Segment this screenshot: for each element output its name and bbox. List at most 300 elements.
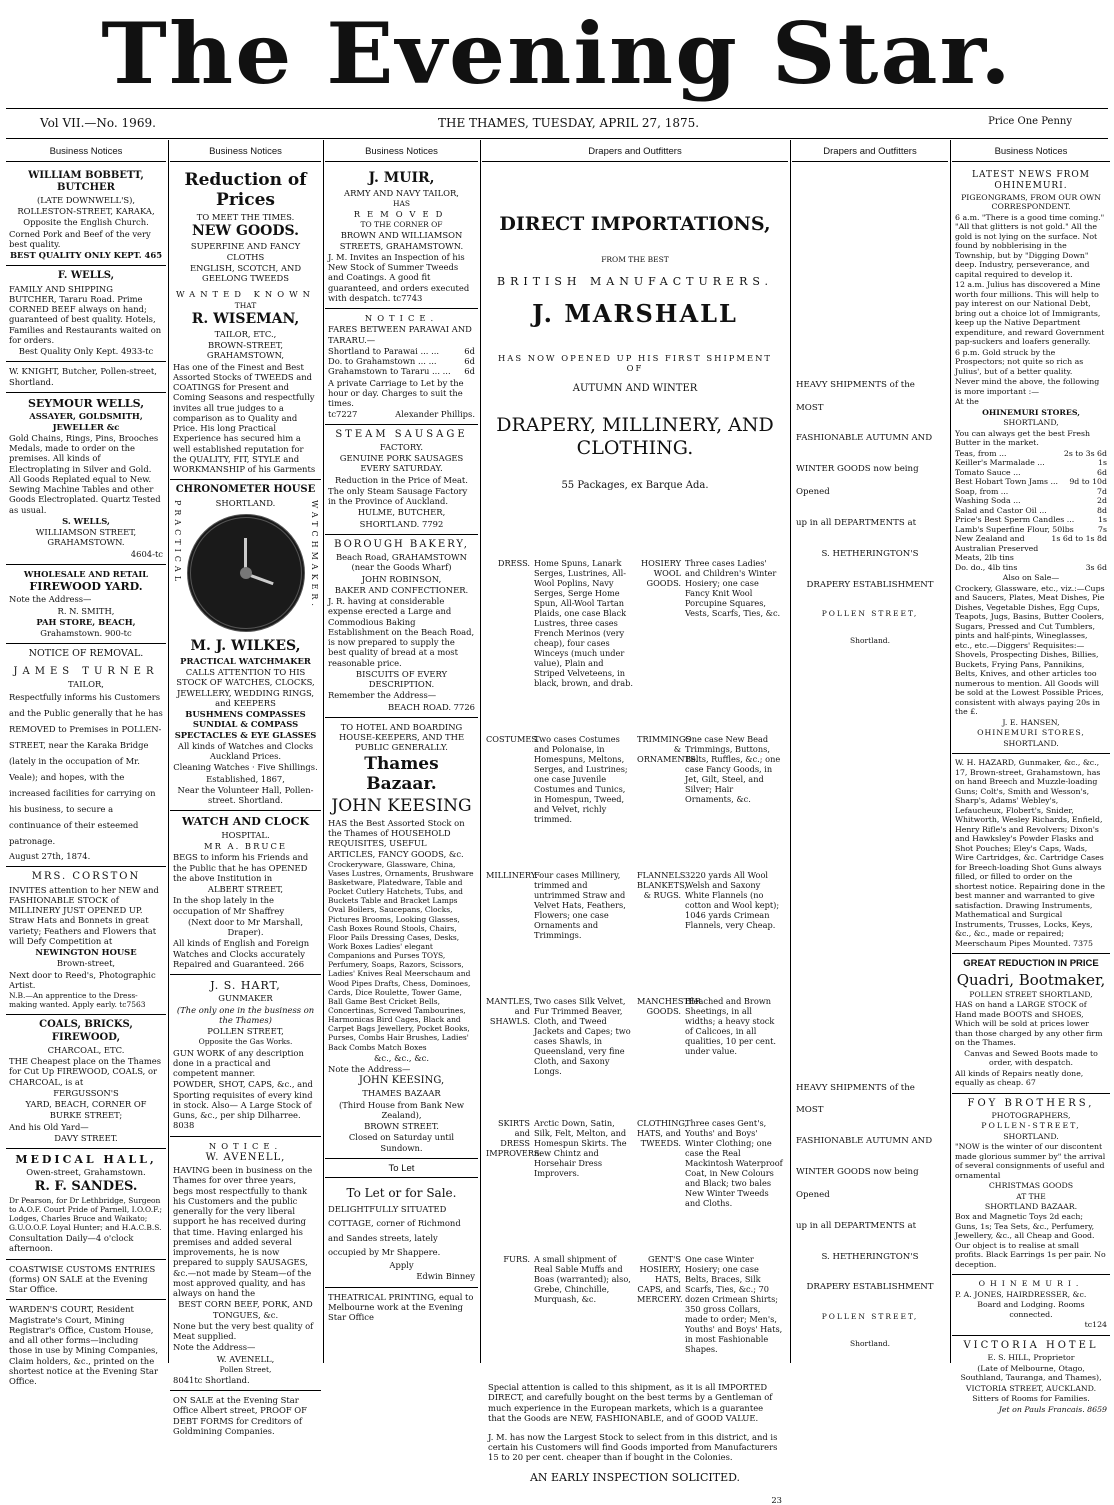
advert-body: DELIGHTFULLY SITUATED COTTAGE, corner of Richmond and Sandes streets, lately occupied by Mr Shappere. <box>328 1204 461 1257</box>
advert-footer: BEST QUALITY ONLY KEPT. 465 <box>9 250 163 261</box>
dateline <box>6 114 1108 134</box>
advert-hetherington-2 <box>792 658 948 1353</box>
fare-row <box>328 356 475 366</box>
advert-body: 6 p.m. Gold struck by the Prospectors; not quite so rich as Julius', but of a better quality. <box>955 347 1084 376</box>
advert-title: J. MUIR, <box>368 169 435 186</box>
advert-line: WILLIAMSON STREET, GRAHAMSTOWN. <box>35 527 137 548</box>
fare-row <box>328 346 475 356</box>
price-row <box>955 458 1107 468</box>
goods-row <box>482 1112 788 1214</box>
goods-category: SKIRTS and DRESS IMPROVERS. <box>486 1117 542 1158</box>
column-3 <box>325 142 478 1363</box>
advert-bobbett <box>6 166 166 267</box>
advert-line: R. N. SMITH, <box>57 605 115 616</box>
advert-line: J. E. HANSEN, <box>1002 717 1060 727</box>
advert-line: TAILOR, <box>68 679 104 690</box>
advert-line: POLLEN STREET, <box>207 1026 284 1037</box>
advert-line: SHORTLAND. <box>1003 738 1059 748</box>
price-value: 8d <box>1097 505 1107 515</box>
advert-line: BAKER AND CONFECTIONER. <box>334 584 469 595</box>
dateline-rule <box>6 138 1108 139</box>
advert-line: YARD, BEACH, CORNER OF <box>25 1099 147 1109</box>
advert-line: Grahamstown. 900-tc <box>40 628 132 639</box>
advert-body: 12 a.m. Julius has discovered a Mine worth four millions. This will help to pay interest on our National Debt, bring out a choice lot of Immigrants, keep up the Native Department expenditure, and reward Government pap-suckers and loafers generally. <box>955 280 1105 347</box>
price-value: 7s <box>1098 524 1107 534</box>
advert-wells-butcher <box>6 266 166 362</box>
advert-line: Pollen Street, <box>219 1364 272 1374</box>
price-item: Keiller's Marmalade ... <box>955 458 1045 468</box>
advert-line: WHOLESALE AND RETAIL <box>23 568 149 579</box>
price-row <box>955 477 1107 487</box>
advert-medical-hall <box>6 1149 166 1260</box>
advert-line: &c., &c., &c. <box>373 1052 430 1063</box>
price-row <box>955 515 1107 525</box>
price-row <box>955 487 1107 497</box>
advert-body: Gold Chains, Rings, Pins, Brooches Medals, made to order on the premises. All kinds of Electroplating in Silver and Gold. All Goods Replated equal to New. Sewing Machine Tables and other Goods Electroplated. Quartz Tested as usual. <box>9 432 161 515</box>
advert-line: S. WELLS, <box>62 515 110 526</box>
advert-title: LATEST NEWS FROM OHINEMURI. <box>972 169 1090 191</box>
advert-line: SHORTLAND. <box>215 497 276 508</box>
column-4 <box>482 142 788 1505</box>
price-row <box>955 534 1107 563</box>
advert-fares <box>325 309 478 425</box>
advert-title: MEDICAL HALL, <box>15 1153 157 1166</box>
fare-row <box>328 366 475 376</box>
advert-body: HAS on hand a LARGE STOCK of Hand made BOOTS and SHOES, Which will be sold at prices lower than those charged by any other firm on the Thames. <box>955 1000 1103 1048</box>
price-value: 1s 6d to 1s 8d <box>1051 534 1107 544</box>
advert-body: "NOW is the winter of our discontent made glorious summer by" the arrival of several consignments of useful and ornamental <box>955 1142 1106 1180</box>
column-heading: Drapers and Outfitters <box>792 142 948 162</box>
goods-category: MANCHESTER GOODS. <box>637 995 702 1016</box>
advert-body: COASTWISE CUSTOMS ENTRIES (forms) ON SALE at the Evening Star Office. <box>9 1263 156 1295</box>
newspaper-title: The Evening Star. <box>101 4 1013 103</box>
fare-route: Grahamstown to Tararu ... ... <box>328 366 451 377</box>
advert-firewood-yard <box>6 565 166 645</box>
column-heading: Business Notices <box>952 142 1110 162</box>
advert-line: OHINEMURI STORES, <box>982 407 1080 417</box>
advert-coastwise <box>6 1260 166 1301</box>
advert-line: Also on Sale— <box>1002 573 1060 583</box>
advert-line: Canvas and Sewed Boots made to order, with despatch. <box>964 1048 1098 1068</box>
goods-description: Two cases Silk Velvet, Fur Trimmed Beaver, Cloth, and Tweed Jackets and Capes; two cases Shawls, in Queensland, very fine Cloth, and Saxony Longs. <box>534 995 631 1076</box>
advert-body: GENUINE PORK SAUSAGES EVERY SATURDAY. <box>339 453 464 474</box>
advert-line: REMOVED <box>353 209 450 220</box>
price-item: Teas, from ... <box>955 448 1007 458</box>
masthead-rule <box>6 108 1108 109</box>
advert-marshall <box>482 166 788 492</box>
advert-body: Corned Pork and Beef of the very best quality. <box>9 228 151 249</box>
advert-line: Note the Address— <box>9 594 92 605</box>
advert-line: Established, 1867, <box>206 773 285 784</box>
advert-line: Remember the Address— <box>328 690 437 701</box>
goods-row <box>482 990 788 1082</box>
advert-line: PRACTICAL WATCHMAKER <box>180 655 311 666</box>
advert-line: POLLEN-STREET, <box>981 1121 1081 1131</box>
advert-side-text: WATCHMAKER. <box>310 500 319 611</box>
advert-line: Next door to Reed's, Photographic Artist. <box>9 969 156 990</box>
advert-body: J. M. has now the Largest Stock to select from in this district, and is certain his Customers will find Goods imported from Manufacturers 15 to 20 per cent. cheaper than if bought in the Colonies. <box>488 1431 778 1463</box>
advert-line: CHRISTMAS GOODS <box>988 1181 1074 1191</box>
advert-line: GUNMAKER <box>218 993 273 1004</box>
advert-line: ASSAYER, GOLDSMITH, JEWELLER &c <box>29 411 143 432</box>
advert-line: Never mind the above, the following is more important :— <box>955 377 1100 396</box>
advert-line: Quadri, Bootmaker, <box>956 970 1106 989</box>
advert-title: Reduction of Prices <box>184 169 307 211</box>
advert-line: WANTED KNOWN <box>175 289 316 300</box>
advert-line: (Third House from Bank New Zealand), <box>338 1099 465 1120</box>
advert-hazard <box>952 754 1110 954</box>
advert-title: SEYMOUR WELLS, <box>27 396 145 410</box>
goods-row <box>482 728 788 830</box>
advert-line: PAH STORE, BEACH, <box>36 616 136 627</box>
goods-description: One case New Bead Trimmings, Buttons, Belts, Ruffles, &c.; one case Fancy Goods, in Jet, Gilt, Steel, and Silver; Hair Ornaments, &c. <box>685 733 781 804</box>
column-2 <box>170 142 321 1436</box>
advert-line: Sitters of Rooms for Families. <box>972 1394 1090 1404</box>
advert-line: FERGUSSON'S <box>53 1087 119 1098</box>
advert-line: ENGLISH, SCOTCH, AND GEELONG TWEEDS <box>189 262 302 284</box>
advert-line: All kinds of Repairs neatly done, equally as cheap. 67 <box>955 1068 1084 1088</box>
advert-wilkes <box>170 480 321 811</box>
advert-line: FASHIONABLE AUTUMN AND <box>796 1136 933 1147</box>
advert-line: (Next door to Mr Marshall, Draper). <box>187 916 303 938</box>
advert-line: (The only one in the business on the Thames) <box>176 1004 315 1025</box>
advert-body: FAMILY AND SHIPPING BUTCHER, Tararu Road. Prime CORNED BEEF always on hand; guaranteed of best quality. Hotels, Families and Restaurants waited on for orders. <box>9 283 162 345</box>
goods-row <box>482 864 788 956</box>
advert-body: Crockery, Glassware, etc., viz.:—Cups and Saucers, Plates, Meat Dishes, Pie Dishes, Vegetable Dishes, Egg Cups, Teapots, Jugs, Basins, Butter Coolers, Sugars, Pressed and Cut Tumblers, pints and half-pints, Wineglasses, etc., etc.—Diggers' Requisites:—Shovels, Prospecting Dishes, Billies, Buckets, Frying Pans, Pannikins, Belts, Knives, and other articles too numerous to mention. All Goods will be sold at the Lowest Possible Prices, consistent with always paying 20s in the £. <box>955 583 1105 717</box>
advert-line: Shortland. <box>850 1339 890 1349</box>
advert-line: You can always get the best Fresh Butter in the market. <box>955 428 1090 448</box>
price-value: 7d <box>1097 486 1107 496</box>
goods-list <box>482 552 788 1360</box>
advert-body: Dr Pearson, for Dr Lethbridge, Surgeon to A.O.F. Court Pride of Parnell, I.O.O.F.; Lodges, Charles Bruce and Waikato; G.U.O.O.F. Loyal Hunter; and H.A.C.B.S. <box>9 1195 163 1232</box>
price-row <box>955 563 1107 573</box>
advert-body: HAVING been in business on the Thames for over three years, begs most respectfully to thank his Customers and the public generally for the very liberal support he has received during that time. Having enlarged his premises and added several improvements, he is now prepared to supply SAUSAGES, &c.—not made by Steam—of the most approved quality, and has always on hand the <box>173 1165 313 1298</box>
advert-steam-sausage <box>325 425 478 535</box>
advert-line: Shortland. <box>850 636 890 646</box>
advert-line: W. AVENELL, <box>216 1353 275 1364</box>
goods-category: MILLINERY. <box>486 869 538 880</box>
advert-line: JOHN KEESING <box>331 796 472 817</box>
column-heading: Drapers and Outfitters <box>482 142 788 162</box>
fare-price: 6d <box>464 345 475 356</box>
advert-line: SHORTLAND BAZAAR. <box>984 1201 1078 1211</box>
advert-line: PIGEONGRAMS, FROM OUR OWN CORRESPONDENT. <box>961 192 1101 212</box>
advert-title: NOTICE. <box>208 1140 283 1151</box>
advert-body: GUN WORK of any description done in a practical and competent manner. <box>173 1047 304 1079</box>
advert-ref: tc7227 <box>328 409 358 420</box>
advert-line: All kinds of English and Foreign Watches and Clocks accurately Repaired and Guaranteed. 266 <box>173 938 310 969</box>
advert-date: August 27th, 1874. <box>9 851 91 862</box>
advert-title: To Let or for Sale. <box>346 1186 457 1201</box>
advert-line: SHORTLAND, <box>1003 418 1059 428</box>
advert-body: Has one of the Finest and Best Assorted Stocks of TWEEDS and COATINGS for Present and Coming Seasons and respectfully invites all true judges to a comparison as to Quality and Price. His long Practical Experience has secured him a well established reputation for the QUALITY, FIT, STYLE and WORKMANSHIP of his Garments <box>173 361 316 475</box>
advert-line: DRAPERY ESTABLISHMENT <box>806 1282 934 1293</box>
advert-body: W. H. HAZARD, Gunmaker, &c., &c., 17, Brown-street, Grahamstown, has on hand Breech and Muzzle-loading Guns; Colt's, Smith and Wesson's, Sharp's, Adams' Webley's, Lefaucheux, Flobert's, Snider, Whitworth, Wesley Richards, Enfield, Henry Rifle's and Revolvers; Dixon's and Hawksley's Powder Flasks and Shot Pouches; Eley's Caps, Wads, Wire Cartridges, &c. Cartridge Cases for Breech-loading Shot Guns always filled, or filled to order on the shortest notice. Repairing done in the best manner and warranted to give satisfaction. Drawing Instruments, Mathematical and Surgical Instruments, Trusses, Locks, Keys, &c., &c., made or repaired; Meerschaum Pipes Mounted. 7375 <box>955 758 1105 948</box>
advert-body: POWDER, SHOT, CAPS, &c., and Sporting requisites of every kind in stock. Also— A Large Stock of Guns, &c., per ship Dilharree. 8038 <box>173 1079 313 1131</box>
advert-line: HAS NOW OPENED UP HIS FIRST SHIPMENT OF <box>497 352 772 373</box>
advert-hetherington-1 <box>792 166 948 651</box>
advert-side-text: PRACTICAL <box>172 500 182 586</box>
advert-body: 6 a.m. "There is a good time coming." "All that glitters is not gold." All the gold is not lying on the surface. Not found by nobblerising in the Township, but by "Digging Down" deep. Industry, perseverance, and capital required to develop it. <box>955 212 1105 279</box>
fare-price: 6d <box>464 356 475 367</box>
advert-line: Note the Address— <box>173 1342 256 1353</box>
advert-line: HEAVY SHIPMENTS of the MOST <box>796 1083 915 1116</box>
advert-title: J. S. HART, <box>210 979 281 993</box>
advert-footer: Best Quality Only Kept. 4933-tc <box>18 346 154 357</box>
price-value: 9d to 10d <box>1069 477 1107 487</box>
advert-signoff <box>328 409 475 419</box>
advert-title: STEAM SAUSAGE <box>335 428 468 440</box>
advert-line: POLLEN STREET, <box>821 1312 919 1322</box>
advert-line: ROLLESTON-STREET, KARAKA, <box>17 206 155 217</box>
advert-line: S. HETHERINGTON'S <box>821 548 919 559</box>
column-heading: Business Notices <box>325 142 478 162</box>
advert-title: VICTORIA HOTEL <box>963 1339 1099 1351</box>
goods-category: FURS. <box>503 1253 530 1264</box>
advert-body: J. R. having at considerable expense erected a Large and Commodious Baking Establishment on the Beach Road, is now prepared to supply the best quality of bread at a most reasonable price. <box>328 596 475 668</box>
column-divider <box>480 140 481 1363</box>
advert-body: ON SALE at the Evening Star Office Albert street, PROOF OF DEBT FORMS for Creditors of Goldmining Companies. <box>173 1395 307 1436</box>
goods-description: One case Winter Hosiery; one case Belts, Braces, Silk Scarfs, Ties, &c.; 70 dozen Crimean Shirts; 350 gross Collars, made to order; Men's, Youths' and Boys' Hats, in most Fashionable Shapes. <box>685 1253 783 1354</box>
advert-title: GREAT REDUCTION IN PRICE <box>963 958 1099 970</box>
advert-line: HAS <box>392 198 411 208</box>
advert-knight <box>6 362 166 393</box>
advert-avenell <box>170 1137 321 1392</box>
advert-line: A private Carriage to Let by the hour or day. Charges to suit the times. <box>328 377 464 409</box>
advert-line: POLLEN STREET, <box>821 609 919 619</box>
advert-line: Near the Volunteer Hall, Pollen-street. Shortland. <box>177 784 314 806</box>
advert-line: 8041tc Shortland. <box>173 1374 250 1385</box>
advert-body: J. M. Invites an Inspection of his New Stock of Summer Tweeds and Coatings. A good fit guaranteed, and orders executed with despatch. tc7743 <box>328 251 470 303</box>
advert-line: BRITISH MANUFACTURERS. <box>497 274 773 288</box>
advert-ref: 4604-tc <box>130 548 163 559</box>
advert-line: BROWN AND WILLIAMSON STREETS, GRAHAMSTOWN. <box>339 230 464 251</box>
column-heading: Business Notices <box>170 142 321 162</box>
advert-line: Apply <box>389 1260 414 1271</box>
price-value: 1s <box>1098 515 1107 525</box>
price-value: 3s 6d <box>1085 562 1107 572</box>
masthead <box>0 0 1114 112</box>
advert-line: J. MARSHALL <box>532 299 738 329</box>
advert-list: Crockeryware, Glassware, China, Vases Lustres, Ornaments, Brushware Basketware, Platedware, Table and Pocket Cutlery Hatchets, Tubs, and Buckets Table and Bracket Lamps Oval Boilers, Saucepans, Clocks, Pictures Brooms, Looking Glasses, Cash Boxes Round Stools, Chairs, Floor Pails Dressing Cases, Desks, Work Boxes Ladies' elegant Companions and Purses TOYS, Perfumery, Soaps, Razors, Scissors, Ladies' Knives Real Meerschaum and Wood Pipes Drafts, Chess, Dominoes, Cards, Dice Roulette, Tower Game, Ball Game Best Cricket Bells, Concertinas, Screwed Tambourines, Harmonicas Bird Cages, Black and Carpet Bags Jewellery, Pocket Books, Purses, Combs Hair Brushes, Ladies' Back Combs Match Boxes <box>328 859 474 1052</box>
advert-line: M. J. WILKES, <box>190 637 301 654</box>
advert-seymour-wells <box>6 393 166 565</box>
advert-line: And his Old Yard— <box>9 1121 89 1132</box>
goods-description: A small shipment of Real Sable Muffs and Boas (warranted); also, Grebe, Chinchille, Murquash, &c. <box>534 1253 631 1304</box>
advert-title: WILLIAM BOBBETT, BUTCHER <box>28 169 144 193</box>
fare-route: Shortland to Parawai ... ... <box>328 345 440 356</box>
advert-line: TO HOTEL AND BOARDING HOUSE-KEEPERS, AND THE PUBLIC GENERALLY. <box>338 721 465 753</box>
goods-category: CLOTHING, HATS, and TWEEDS. <box>637 1117 688 1148</box>
goods-category: GENT'S HOSIERY, HATS, CAPS, and MERCERY. <box>637 1253 683 1304</box>
advert-body: CALLS ATTENTION TO HIS STOCK OF WATCHES, CLOCKS, JEWELLERY, WEDDING RINGS, and KEEPERS <box>176 667 315 708</box>
advert-victoria-hotel <box>952 1336 1110 1419</box>
price-row <box>955 468 1107 478</box>
advert-line: Cleaning Watches · Five Shillings. <box>173 762 318 773</box>
advert-line: SHORTLAND. <box>1003 1131 1059 1141</box>
column-heading: Business Notices <box>6 142 166 162</box>
advert-wiseman <box>170 166 321 481</box>
goods-category: FLANNELS BLANKETS, & RUGS. <box>637 869 688 900</box>
advert-line: Closed on Saturday until Sundown. <box>348 1132 455 1153</box>
advert-line: Reduction in the Price of Meat. <box>335 474 468 485</box>
advert-line: N.B.—An apprentice to the Dress-making wanted. Apply early. tc7563 <box>9 991 146 1010</box>
advert-line: P. A. JONES, HAIRDRESSER, &c. <box>955 1289 1087 1299</box>
goods-description: Bleached and Brown Sheetings, in all widths; a heavy stock of Calicoes, in all qualities, 10 per cent. under value. <box>685 995 777 1056</box>
advert-line: HOSPITAL. <box>221 829 270 840</box>
price-item: Tomato Sauce ... <box>955 467 1021 477</box>
advert-line: HULME, BUTCHER, <box>357 507 446 518</box>
goods-category: MANTLES, and SHAWLS. <box>486 995 533 1026</box>
advert-line: SUPERFINE AND FANCY CLOTHS <box>190 241 301 262</box>
advert-title: NOTICE OF REMOVAL. <box>28 648 144 660</box>
goods-description: Three cases Ladies' and Children's Winter Hosiery; one case Fancy Knit Wool Porcupine Squares, Vests, Scarfs, Ties, &c. <box>685 557 781 618</box>
advert-corston <box>6 867 166 1015</box>
advert-line: VICTORIA STREET, AUCKLAND. <box>965 1383 1097 1393</box>
advert-line: BUSHMENS COMPASSES SUNDIAL & COMPASS SPECTACLES & EYE GLASSES <box>174 709 317 740</box>
advert-line: DRAPERY ESTABLISHMENT <box>806 579 934 590</box>
advert-line: E. S. HILL, Proprietor <box>987 1353 1075 1363</box>
advert-line: WINTER GOODS now being Opened <box>796 464 919 497</box>
clock-icon <box>187 514 305 632</box>
advert-line: Beach Road, GRAHAMSTOWN (near the Goods Wharf) <box>336 552 467 573</box>
advert-line: JAMES TURNER <box>13 666 159 678</box>
goods-category: COSTUMES. <box>486 733 540 744</box>
column-heading: To Let <box>325 1159 478 1179</box>
advert-line: ARMY AND NAVY TAILOR, <box>344 187 459 198</box>
advert-title: BOROUGH BAKERY, <box>334 538 469 550</box>
advert-line: W. AVENELL, <box>205 1151 286 1163</box>
column-6 <box>952 142 1110 1414</box>
goods-description: Four cases Millinery, trimmed and untrimmed Straw and Velvet Hats, Feathers, Flowers; one case Ornaments and Trimmings. <box>534 869 626 940</box>
advert-title: FOY BROTHERS, <box>967 1097 1095 1109</box>
price-item: Soap, from ... <box>955 486 1009 496</box>
advert-line: DRAPERY, MILLINERY, AND CLOTHING. <box>496 414 774 460</box>
goods-description: Three cases Gent's, Youths' and Boys' Winter Clothing; one case the Real Mackintosh Waterproof Coat, in New Colours and Black; two bales New Winter Tweeds and Cloths. <box>685 1117 783 1208</box>
price-row <box>955 449 1107 459</box>
advert-line: NEW GOODS. <box>191 223 300 240</box>
column-divider <box>790 140 791 1363</box>
advert-line: SHORTLAND. 7792 <box>359 518 444 529</box>
advert-line: up in all DEPARTMENTS at <box>796 1220 917 1231</box>
advert-ref: tc124 <box>1084 1320 1107 1330</box>
price-row <box>955 496 1107 506</box>
goods-category: DRESS. <box>497 557 530 568</box>
advert-line: (LATE DOWNWELL'S), <box>36 194 136 205</box>
advert-marshall-footer <box>482 1360 788 1505</box>
advert-line: FROM THE BEST <box>601 254 669 264</box>
advert-jones <box>952 1275 1110 1336</box>
advert-coals <box>6 1015 166 1149</box>
advert-line: AUTUMN AND WINTER <box>572 383 698 395</box>
advert-line: (Late of Melbourne, Otago, Southland, Tauranga, and Thames), <box>960 1363 1102 1383</box>
advert-muir <box>325 166 478 310</box>
advert-line: R. WISEMAN, <box>191 310 300 327</box>
advert-line: At the <box>955 397 979 407</box>
advert-line: All kinds of Watches and Clocks Auckland Prices. <box>177 740 314 762</box>
advert-signature: Edwin Binney <box>416 1271 475 1282</box>
advert-line: S. HETHERINGTON'S <box>821 1251 919 1262</box>
advert-line: AN EARLY INSPECTION SOLICITED. <box>529 1470 741 1484</box>
advert-line: JOHN KEESING, <box>358 1075 445 1087</box>
advert-line: THAT <box>234 300 257 310</box>
price-item: Salad and Castor Oil ... <box>955 505 1047 515</box>
advert-body: FARES BETWEEN PARAWAI AND TARARU.— <box>328 324 472 345</box>
advert-warden <box>6 1300 166 1391</box>
advert-line: BROWN-STREET, GRAHAMSTOWN, <box>206 340 285 361</box>
price-item: Washing Soda ... <box>955 496 1021 506</box>
advert-line: Opposite the English Church. <box>23 217 149 228</box>
price-row <box>955 525 1107 535</box>
advert-title: MRS. CORSTON <box>31 871 141 883</box>
advert-body: W. KNIGHT, Butcher, Pollen-street, Shortland. <box>9 366 157 387</box>
advert-line: TO MEET THE TIMES. <box>196 212 295 223</box>
advert-line: Brown-street, <box>56 958 116 969</box>
advert-signature: Alexander Phillips. <box>395 409 475 420</box>
advert-foy-brothers <box>952 1094 1110 1276</box>
goods-description: Home Spuns, Lanark Serges, Lustrines, All-Wool Poplins, Navy Serges, Serge Home Spun, All-Wool Tartan Plaids, one case Black Lustres, three cases French Merinos (very cheap), four cases Winceys (much under value), Plain and Striped Velveteens, in black, brown, and drab. <box>534 557 633 688</box>
price-list <box>955 449 1107 573</box>
advert-ref: 23 <box>771 1495 782 1505</box>
advert-line: None but the very best quality of Meat supplied. <box>173 1320 314 1341</box>
price-item: Price's Best Sperm Candles ... <box>955 515 1075 525</box>
advert-line: ALBERT STREET, <box>207 884 284 895</box>
advert-line: HEAVY SHIPMENTS of the MOST <box>796 380 915 413</box>
price-value: 6d <box>1097 467 1107 477</box>
advert-line: BEST CORN BEEF, PORK, AND TONGUES, &c. <box>178 1299 313 1320</box>
advert-title: F. WELLS, <box>57 270 115 282</box>
advert-line: FACTORY. <box>379 441 424 452</box>
advert-body: THEATRICAL PRINTING, equal to Melbourne work at the Evening Star Office <box>328 1291 474 1323</box>
advert-line: BROWN STREET. <box>364 1121 439 1132</box>
advert-line: R. F. SANDES. <box>34 1178 138 1194</box>
column-5 <box>792 142 948 1363</box>
advert-line: up in all DEPARTMENTS at <box>796 517 917 528</box>
price-item: New Zealand and Australian Preserved Meats, 2lb tins <box>955 534 1039 563</box>
advert-line: CHARCOAL, ETC. <box>47 1044 125 1055</box>
advert-line: PHOTOGRAPHERS, <box>991 1110 1071 1120</box>
advert-line: OHINEMURI STORES, <box>977 728 1085 738</box>
advert-body: Respectfully informs his Customers and the Public generally that he has REMOVED to Premises in POLLEN-STREET, near the Karaka Bridge (lately in the occupation of Mr. Veale); and hopes, with the increased facilities for carrying on his business, to secure a continuance of their esteemed patronage. <box>9 692 163 847</box>
advert-line: Consultation Daily—4 o'clock afternoon. <box>9 1233 134 1254</box>
advert-theatrical-printing <box>325 1288 478 1328</box>
advert-title: Thames Bazaar. <box>364 753 439 795</box>
advert-thames-bazaar <box>325 718 478 1159</box>
advert-line: NEWINGTON HOUSE <box>35 947 137 958</box>
advert-body: Box and Magnetic Toys 2d each; Guns, 1s; Tea Sets, &c., Perfumery, Jewellery, &c., all Cheap and Good. Our object is to realise at small profits. Black Earrings 1s per pair. No deception. <box>955 1212 1106 1269</box>
advert-line: FASHIONABLE AUTUMN AND <box>796 433 933 444</box>
price-item: Do. do., 4lb tins <box>955 562 1018 572</box>
advert-line: TAILOR, ETC., <box>214 328 277 339</box>
advert-removal-notice <box>6 644 166 867</box>
advert-title: DIRECT IMPORTATIONS, <box>499 212 771 235</box>
goods-category: HOSIERY WOOL GOODS. <box>641 557 681 588</box>
advert-title: FIREWOOD YARD. <box>29 580 143 594</box>
advert-ref: Jet on Pauls Francais. 8659 <box>998 1404 1107 1414</box>
goods-description: Two cases Costumes and Polonaise, in Homespuns, Meltons, Serges, and Lustrines; one case Juvenile Costumes and Tunics, in Homespun, Tweed, and Velvet, richly trimmed. <box>534 733 628 824</box>
advert-quadri <box>952 954 1110 1094</box>
issue-date: THE THAMES, TUESDAY, APRIL 27, 1875. <box>438 116 700 130</box>
advert-line: AT THE <box>1016 1191 1046 1201</box>
goods-row <box>482 1248 788 1360</box>
advert-ohinemuri-stores <box>952 166 1110 754</box>
advert-line: In the shop lately in the occupation of Mr Shaffrey <box>173 895 285 916</box>
advert-bruce <box>170 811 321 975</box>
advert-body: Special attention is called to this shipment, as it is all IMPORTED DIRECT, and carefully bought on the best terms by a Gentleman of much experience in the European markets, which is a guarantee that the Goods are NEW, FASHIONABLE, and of GOOD VALUE. <box>488 1382 773 1423</box>
column-1 <box>6 142 166 1387</box>
advert-body: INVITES attention to her NEW and FASHIONABLE STOCK of MILLINERY JUST OPENED UP. Straw Hats and Bonnets in great variety; Feathers and Flowers that will Defy Competition at <box>9 884 159 946</box>
advert-title: WATCH AND CLOCK <box>181 815 310 829</box>
